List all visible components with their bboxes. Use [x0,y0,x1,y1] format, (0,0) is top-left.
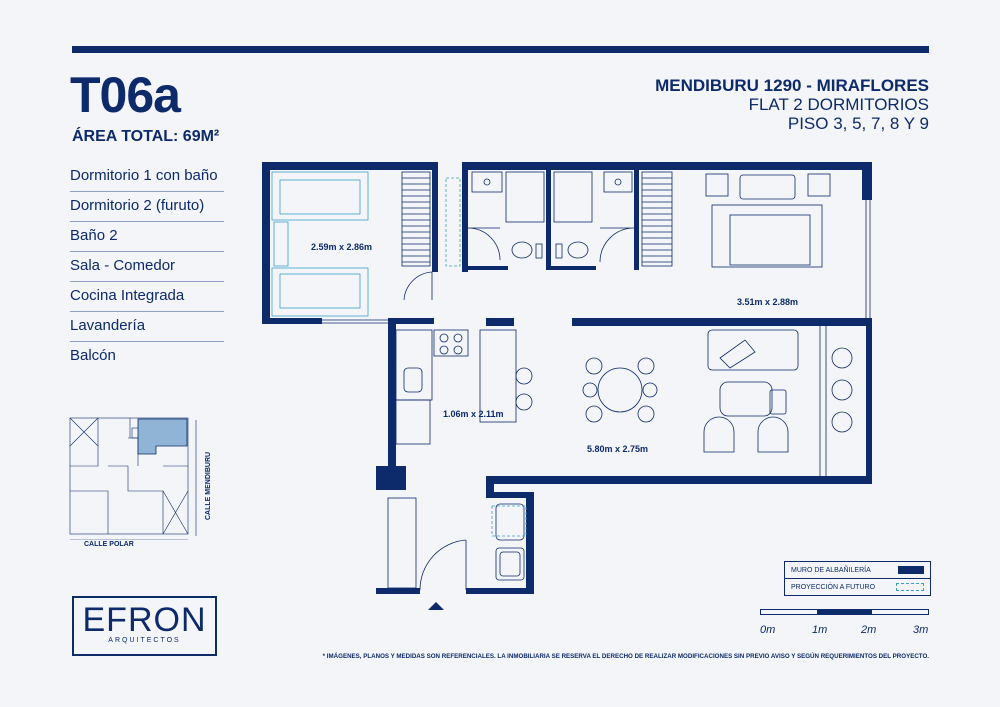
unit-type: FLAT 2 DORMITORIOS [748,95,929,114]
legend-wall-label: MURO DE ALBAÑILERÍA [791,566,871,574]
room-item: Cocina Integrada [70,282,224,312]
legend-wall [785,562,930,578]
scale-bar [760,609,929,615]
scale-label: 1m [812,624,828,636]
dimension-bedroom2: 2.59m x 2.86m [311,242,373,252]
logo-subtitle: ARQUITECTOS [108,637,181,644]
unit-floors: PISO 3, 5, 7, 8 Y 9 [787,114,929,133]
scale-label: 0m [760,624,776,636]
room-item: Baño 2 [70,222,224,252]
room-item: Lavandería [70,312,224,342]
entrance-arrow [428,602,444,610]
scale-segment [817,610,873,614]
dimension-bedroom1: 3.51m x 2.88m [737,297,799,307]
street-label-bottom: CALLE POLAR [84,541,134,548]
disclaimer: * IMÁGENES, PLANOS Y MEDIDAS SON REFERENCIALES. LA INMOBILIARIA SE RESERVA EL DERECHO DE REALIZAR MODIFICACIONES SIN PREVIO AVISO Y SEGÚN REQUERIMIENTOS DEL PROYECTO. [322,653,929,660]
wall-swatch [898,566,924,574]
street-label-right: CALLE MENDIBURU [205,451,212,520]
projection-swatch [896,583,924,591]
scale-label: 2m [861,624,877,636]
dimension-kitchen: 1.06m x 2.11m [443,409,504,419]
room-item: Balcón [70,347,116,364]
legend-projection-label: PROYECCIÓN A FUTURO [791,583,876,591]
scale-label: 3m [913,624,929,636]
project-title: MENDIBURU 1290 - MIRAFLORES [655,76,929,95]
total-area: ÁREA TOTAL: 69M² [72,128,220,145]
unit-code: T06a [70,67,180,123]
room-item: Dormitorio 1 con baño [70,162,224,192]
room-item: Dormitorio 2 (furuto) [70,192,224,222]
room-item: Sala - Comedor [70,252,224,282]
legend-projection [785,578,930,595]
dimension-living: 5.80m x 2.75m [587,444,649,454]
logo-name: EFRON [82,601,207,639]
legend [784,561,931,596]
